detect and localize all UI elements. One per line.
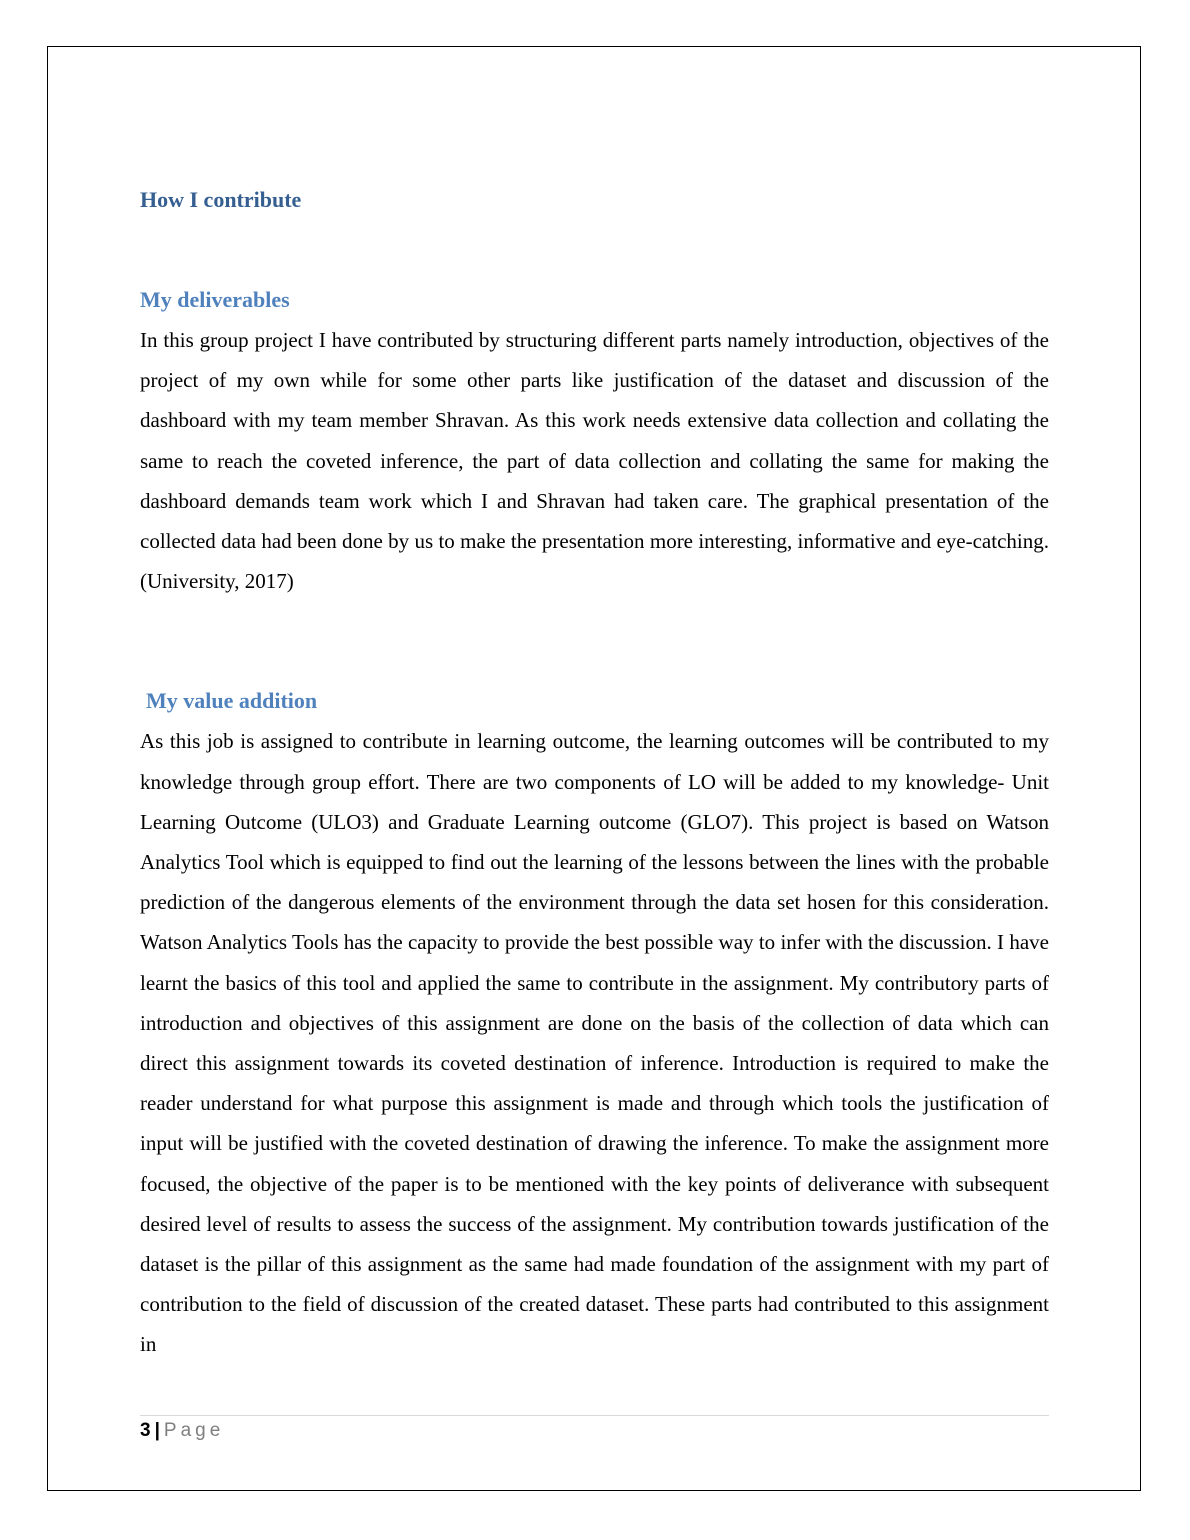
heading-how-i-contribute: How I contribute (140, 187, 302, 212)
footer-separator: | (154, 1420, 160, 1441)
page-number: 3 (140, 1420, 151, 1441)
document-body (140, 182, 1049, 1365)
heading-my-value-addition: My value addition (146, 688, 318, 714)
paragraph-value-addition: As this job is assigned to contribute in learning outcome, the learning outcomes will be contributed to my knowledge through group effort. There are two components of LO will be added to my knowledge- Unit Learning Outcome (ULO3) and Graduate Learning outcome (GLO7). This project is based on Watson Analytics Tool which is equipped to find out the learning of the lessons between the lines with the probable prediction of the dangerous elements of the environment through the data set hosen for this consideration. Watson Analytics Tools has the capacity to provide the best possible way to infer with the discussion. I have learnt the basics of this tool and applied the same to contribute in the assignment. My contributory parts of introduction and objectives of this assignment are done on the basis of the collection of data which can direct this assignment towards its coveted destination of inference. Introduction is required to make the reader understand for what purpose this assignment is made and through which tools the justification of input will be justified with the coveted destination of drawing the inference. To make the assignment more focused, the objective of the paper is to be mentioned with the key points of deliverance with subsequent desired level of results to assess the success of the assignment. My contribution towards justification of the dataset is the pillar of this assignment as the same had made foundation of the assignment with my part of contribution to the field of discussion of the created dataset. These parts had contributed to this assignment in (140, 729, 1049, 1357)
footer-divider (140, 1415, 1049, 1416)
heading-my-deliverables: My deliverables (140, 287, 290, 312)
page-footer (140, 1418, 224, 1444)
paragraph-deliverables: In this group project I have contributed by structuring different parts namely introduction, objectives of the project of my own while for some other parts like justification of the dataset and discussion of the dashboard with my team member Shravan. As this work needs extensive data collection and collating the same to reach the coveted inference, the part of data collection and collating the same for making the dashboard demands team work which I and Shravan had taken care. The graphical presentation of the collected data had been done by us to make the presentation more interesting, informative and eye-catching. (University, 2017) (140, 328, 1049, 594)
page-label: Page (163, 1420, 225, 1441)
